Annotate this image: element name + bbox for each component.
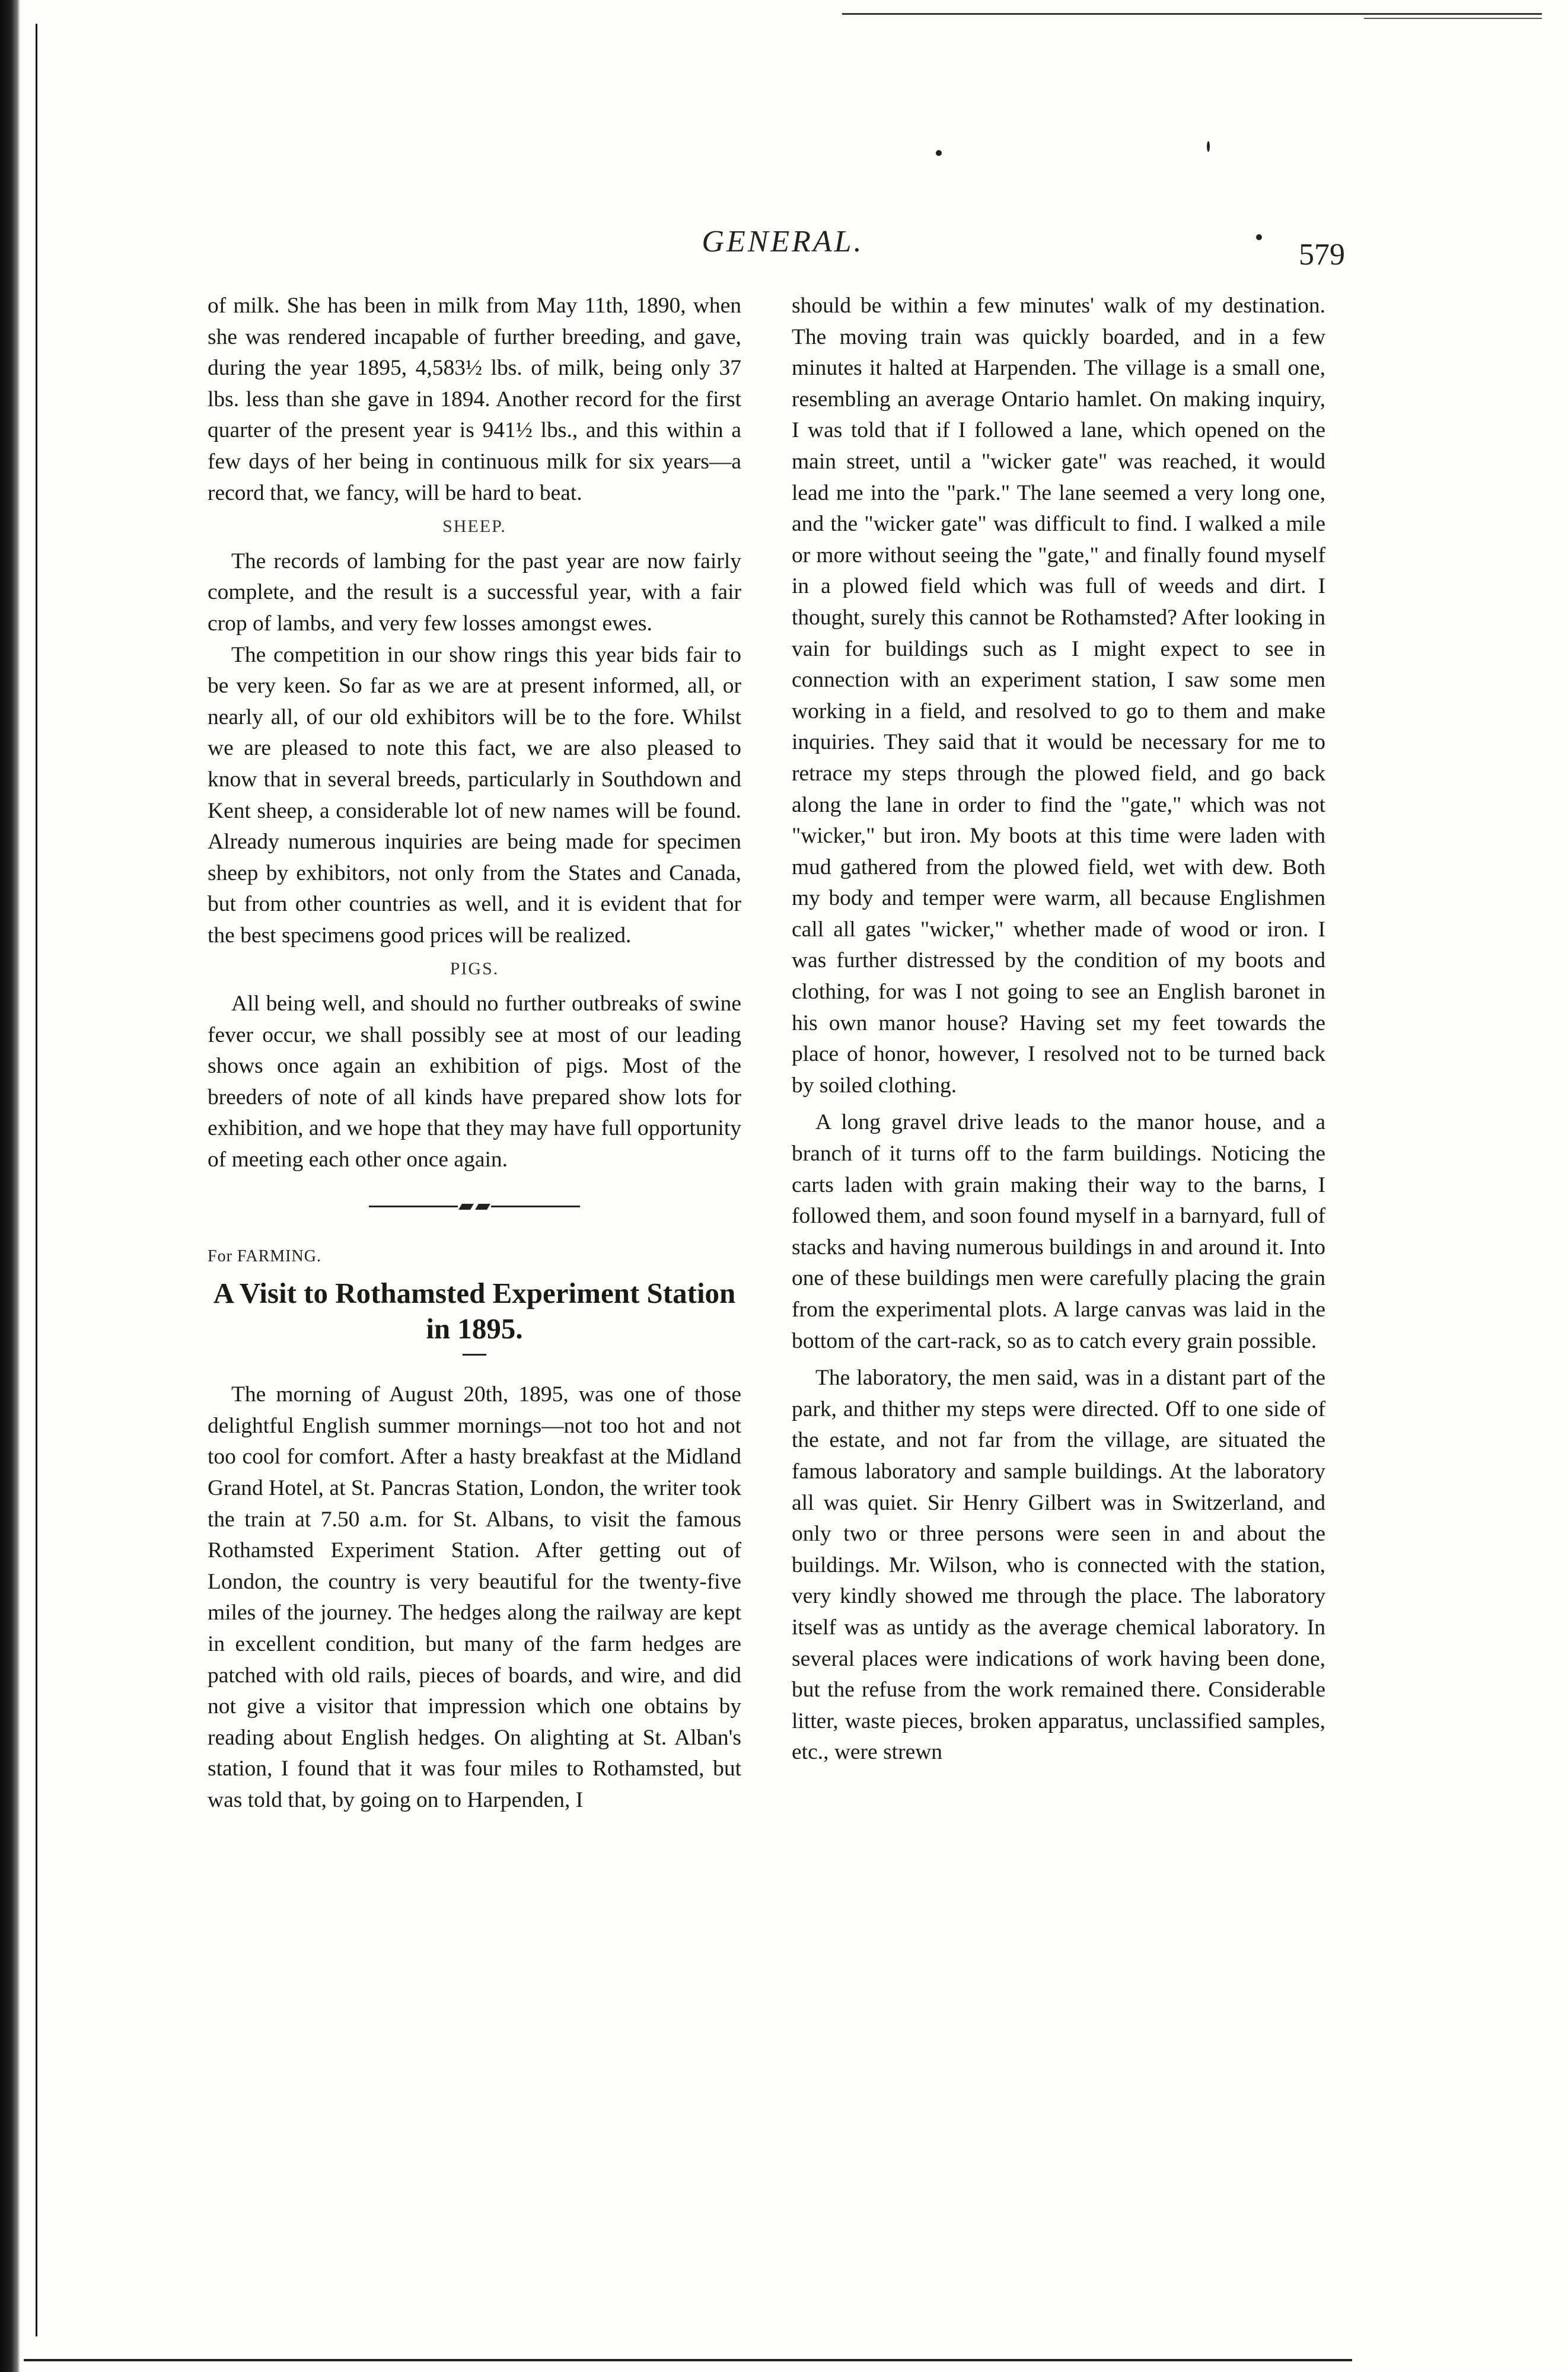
paragraph-pigs: All being well, and should no further outbreaks of swine fever occur, we shall possibly see at most of our leading shows once again an exhibition of pigs. Most of the breeders of note of all kinds have prepared show lots for exhibition, and we hope that they may have full opportunity of meeting each other once again. <box>208 991 741 1172</box>
top-rule-short <box>1364 18 1542 19</box>
ink-speck <box>1207 141 1210 152</box>
page-number: 579 <box>1299 238 1345 272</box>
bottom-rule <box>24 2359 1352 2361</box>
ornamental-rule <box>208 1189 741 1225</box>
page-edge-line <box>36 24 37 2336</box>
section-heading-pigs: PIGS. <box>450 959 499 979</box>
paragraph-sheep-competition: The competition in our show rings this year bids fair to be very keen. So far as we are at present informed, all, or nearly all, of our old exhibitors will be to the fore. Whilst we are pleased to note this fact, we are also pleased to know that in several breeds, particularly in Southdown and Kent sheep, a considerable lot of new names will be found. Already numerous inquiries are being made for specimen sheep by exhibitors, not only from the States and Canada, but from other countries as well, and it is evident that for the best specimens good prices will be realized. <box>208 642 741 948</box>
paragraph-milk-record: of milk. She has been in milk from May 11th, 1890, when she was rendered incapable of further breeding, and gave, during the year 1895, 4,583½ lbs. of milk, being only 37 lbs. less than she gave in 1894. Another record for the first quarter of the present year is 941½ lbs., and this within a few days of her being in continuous milk for six years—a record that, we fancy, will be hard to beat. <box>208 294 741 505</box>
title-dash <box>463 1354 486 1356</box>
page-edge-shadow <box>0 0 20 2372</box>
right-column <box>792 291 1325 1768</box>
source-credit: For FARMING. <box>208 1246 321 1265</box>
paragraph-sheep-lambing: The records of lambing for the past year are now fairly complete, and the result is a successful year, with a fair crop of lambs, and very few losses amongst ewes. <box>208 549 741 636</box>
paragraph-laboratory: The laboratory, the men said, was in a distant part of the park, and thither my steps were directed. Off to one side of the estate, and not far from the village, are situated the famous laboratory and sample buildings. At the laboratory all was quiet. Sir Henry Gilbert was in Switzerland, and only two or three persons were seen in and about the buildings. Mr. Wilson, who is connected with the station, very kindly showed me through the place. The laboratory itself was as untidy as the average chemical laboratory. In several places were indications of work having been done, but the refuse from the work remained there. Considerable litter, waste pieces, broken apparatus, unclassified samples, etc., were strewn <box>792 1366 1325 1765</box>
paragraph-gravel-drive: A long gravel drive leads to the manor house, and a branch of it turns off to the farm buildings. Noticing the carts laden with grain making their way to the barns, I followed them, and soon found myself in a barnyard, full of stacks and having numerous buildings in and around it. Into one of these buildings men were carefully placing the grain from the experimental plots. A large canvas was laid in the bottom of the cart-rack, so as to catch every grain possible. <box>792 1110 1325 1353</box>
ink-speck <box>1256 234 1262 240</box>
section-heading-sheep: SHEEP. <box>442 517 506 537</box>
ink-speck <box>936 150 942 156</box>
paragraph-wicker-gate: should be within a few minutes' walk of my destination. The moving train was quickly boarded, and in a few minutes it halted at Harpenden. The village is a small one, resembling an average Ontario hamlet. On making inquiry, I was told that if I followed a lane, which opened on the main street, until a "wicker gate" was reached, it would lead me into the "park." The lane seemed a very long one, and the "wicker gate" was difficult to find. I walked a mile or more without seeing the "gate," and finally found myself in a plowed field which was full of weeds and dirt. I thought, surely this cannot be Rothamsted? After looking in vain for buildings such as I might expect to see in connection with an experiment station, I saw some men working in a field, and resolved to go to them and make inquiries. They said that it would be necessary for me to retrace my steps through the plowed field, and go back along the lane in order to find the "gate," which was not "wicker," but iron. My boots at this time were laden with mud gathered from the plowed field, wet with dew. Both my body and temper were warm, all because Englishmen call all gates "wicker," whether made of wood or iron. I was further distressed by the condition of my boots and clothing, for was I not going to see an English baronet in his own manor house? Having set my feet towards the place of honor, however, I resolved not to be turned back by soiled clothing. <box>792 294 1325 1098</box>
top-rule <box>842 13 1542 15</box>
left-column <box>208 291 741 1816</box>
running-title: GENERAL. <box>702 225 864 259</box>
paragraph-article-opening: The morning of August 20th, 1895, was one of those delightful English summer mornings—not too hot and not too cool for comfort. After a hasty breakfast at the Midland Grand Hotel, at St. Pancras Station, London, the writer took the train at 7.50 a.m. for St. Albans, to visit the famous Rothamsted Experiment Station. After getting out of London, the country is very beautiful for the twenty-five miles of the journey. The hedges along the railway are kept in excellent condition, but many of the farm hedges are patched with old rails, pieces of boards, and wire, and did not give a visitor that impression which one obtains by reading about English hedges. On alighting at St. Alban's station, I found that it was four miles to Rothamsted, but was told that, by going on to Harpenden, I <box>208 1382 741 1812</box>
article-title: A Visit to Rothamsted Experiment Station in 1895. <box>213 1277 736 1346</box>
